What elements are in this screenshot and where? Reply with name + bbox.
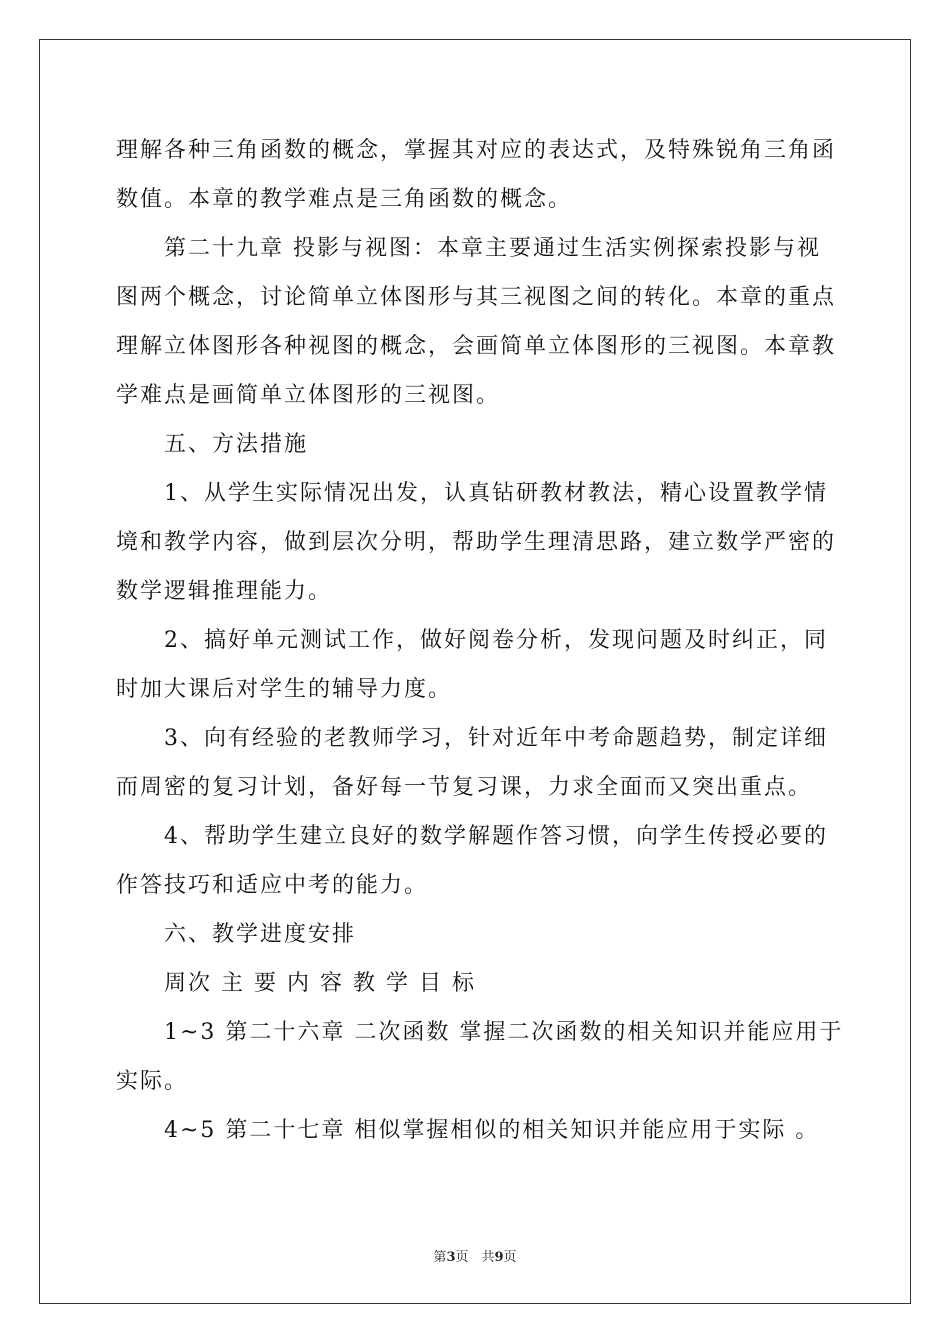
text-line: 而周密的复习计划，备好每一节复习课，力求全面而又突出重点。: [116, 775, 813, 800]
text-line: 境和教学内容，做到层次分明，帮助学生理清思路，建立数学严密的: [116, 530, 837, 555]
paragraph-2: [116, 224, 838, 420]
text-line: 图两个概念，讨论简单立体图形与其三视图之间的转化。本章的重点: [116, 285, 837, 310]
document-body: [116, 126, 844, 1155]
paragraph-1: [116, 126, 838, 224]
paragraph-method-4: [116, 812, 838, 910]
page-footer: [0, 1246, 950, 1265]
footer-prefix: 第: [433, 1250, 447, 1265]
footer-suffix: 页: [503, 1250, 517, 1265]
paragraph-method-3: [116, 714, 838, 812]
text-line: 1~3 第二十六章 二次函数 掌握二次函数的相关知识并能应用于: [164, 1020, 844, 1045]
paragraph-method-1: [116, 469, 838, 616]
text-line: 学难点是画简单立体图形的三视图。: [116, 383, 501, 408]
schedule-row: [116, 1106, 838, 1155]
footer-mid: 页 共: [455, 1250, 495, 1265]
text-line: 作答技巧和适应中考的能力。: [116, 873, 429, 898]
text-line: 时加大课后对学生的辅导力度。: [116, 677, 453, 702]
text-line: 2、搞好单元测试工作，做好阅卷分析，发现问题及时纠正，同: [164, 628, 828, 653]
section-heading-schedule: [116, 910, 838, 959]
text-line: 数学逻辑推理能力。: [116, 579, 333, 604]
text-line: 理解立体图形各种视图的概念，会画简单立体图形的三视图。本章教: [116, 334, 837, 359]
text-line: 五、方法措施: [164, 432, 309, 457]
total-page-count: 9: [494, 1250, 504, 1265]
paragraph-method-2: [116, 616, 838, 714]
text-line: 六、教学进度安排: [164, 922, 357, 947]
text-line: 3、向有经验的老教师学习，针对近年中考命题趋势，制定详细: [164, 726, 828, 751]
text-line: 1、从学生实际情况出发，认真钻研教材教法，精心设置教学情: [164, 481, 828, 506]
text-line: 周次 主 要 内 容 教 学 目 标: [164, 971, 476, 996]
current-page-number: 3: [446, 1250, 456, 1265]
text-line: 4、帮助学生建立良好的数学解题作答习惯，向学生传授必要的: [164, 824, 828, 849]
schedule-row: [116, 1008, 844, 1106]
text-line: 数值。本章的教学难点是三角函数的概念。: [116, 187, 573, 212]
text-line: 实际。: [116, 1069, 189, 1094]
schedule-header: [116, 959, 838, 1008]
text-line: 第二十九章 投影与视图：本章主要通过生活实例探索投影与视: [164, 236, 821, 261]
section-heading-methods: [116, 420, 838, 469]
text-line: 4~5 第二十七章 相似掌握相似的相关知识并能应用于实际 。: [164, 1118, 820, 1143]
text-line: 理解各种三角函数的概念，掌握其对应的表达式，及特殊锐角三角函: [116, 138, 837, 163]
